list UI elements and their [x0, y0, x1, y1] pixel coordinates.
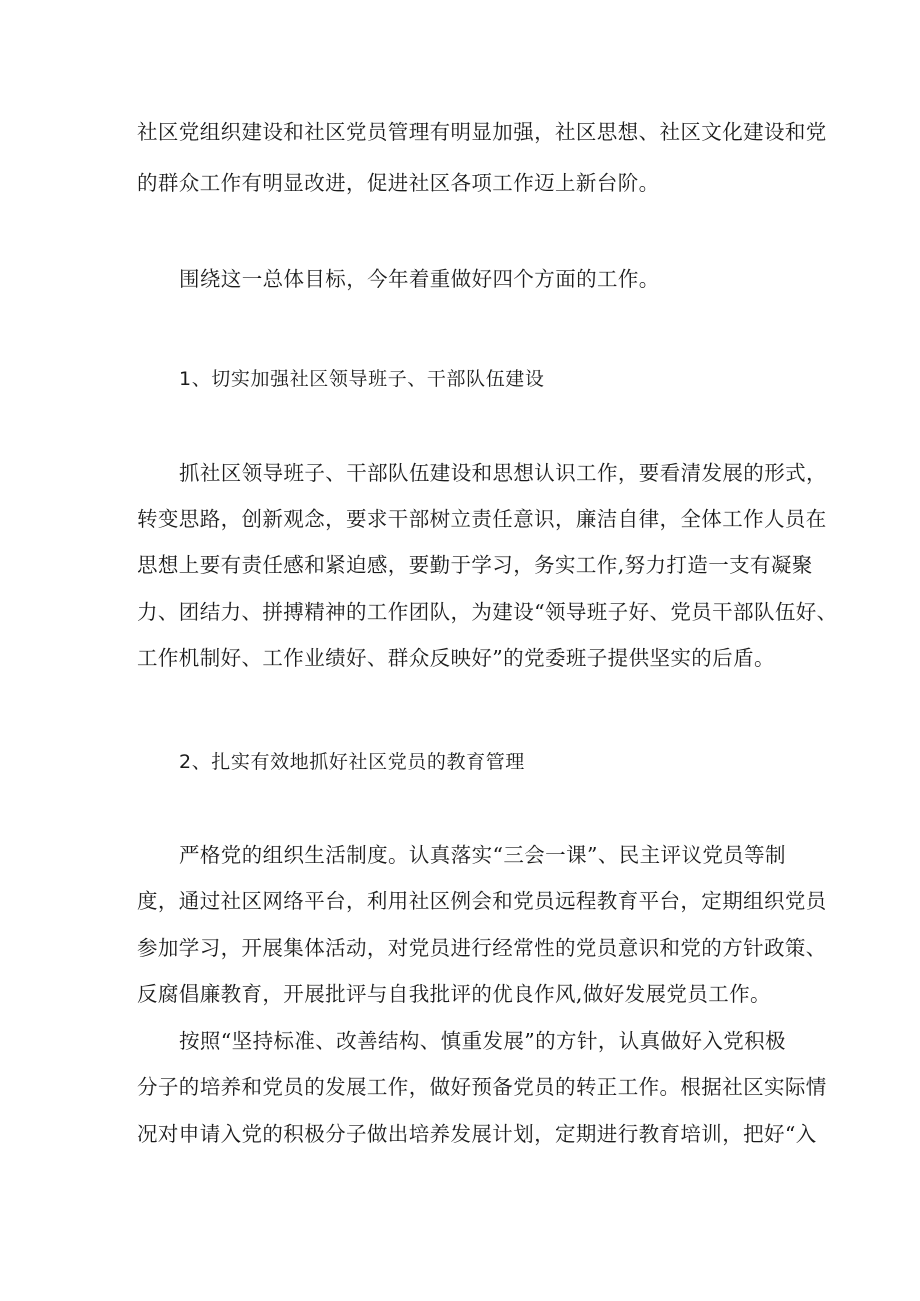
section-2-para-1-line-2: 度，通过社区网络平台，利用社区例会和党员远程教育平台，定期组织党员	[137, 889, 827, 913]
section-2-heading: 2、扎实有效地抓好社区党员的教育管理	[179, 751, 525, 773]
section-1-line-2: 转变思路，创新观念，要求干部树立责任意识，廉洁自律，全体工作人员在	[137, 507, 827, 531]
section-2-para-1-line-1: 严格党的组织生活制度。认真落实“三会一课”、民主评议党员等制	[179, 843, 786, 867]
section-1-line-1: 抓社区领导班子、干部队伍建设和思想认识工作，要看清发展的形式，	[179, 461, 827, 485]
intro-line-2: 的群众工作有明显改进，促进社区各项工作迈上新台阶。	[137, 171, 660, 195]
section-1-line-5: 工作机制好、工作业绩好、群众反映好”的党委班子提供坚实的后盾。	[137, 646, 775, 670]
section-1-line-3: 思想上要有责任感和紧迫感，要勤于学习，务实工作,努力打造一支有凝聚	[137, 553, 813, 577]
section-1-line-4: 力、团结力、拼搏精神的工作团队，为建设“领导班子好、党员干部队伍好、	[137, 600, 838, 624]
section-2-para-1-line-3: 参加学习，开展集体活动，对党员进行经常性的党员意识和党的方针政策、	[137, 936, 827, 960]
summary-line: 围绕这一总体目标，今年着重做好四个方面的工作。	[179, 267, 660, 291]
intro-line-1: 社区党组织建设和社区党员管理有明显加强，社区思想、社区文化建设和党	[137, 120, 827, 144]
section-2-para-2-line-1: 按照“坚持标准、改善结构、慎重发展”的方针，认真做好入党积极	[179, 1029, 786, 1053]
section-2-para-2-line-3: 况对申请入党的积极分子做出培养发展计划，定期进行教育培训，把好“入	[137, 1122, 817, 1146]
section-2-para-1-line-4: 反腐倡廉教育，开展批评与自我批评的优良作风,做好发展党员工作。	[137, 982, 771, 1006]
section-1-heading: 1、切实加强社区领导班子、干部队伍建设	[179, 368, 545, 390]
section-2-para-2-line-2: 分子的培养和党员的发展工作，做好预备党员的转正工作。根据社区实际情	[137, 1075, 827, 1099]
